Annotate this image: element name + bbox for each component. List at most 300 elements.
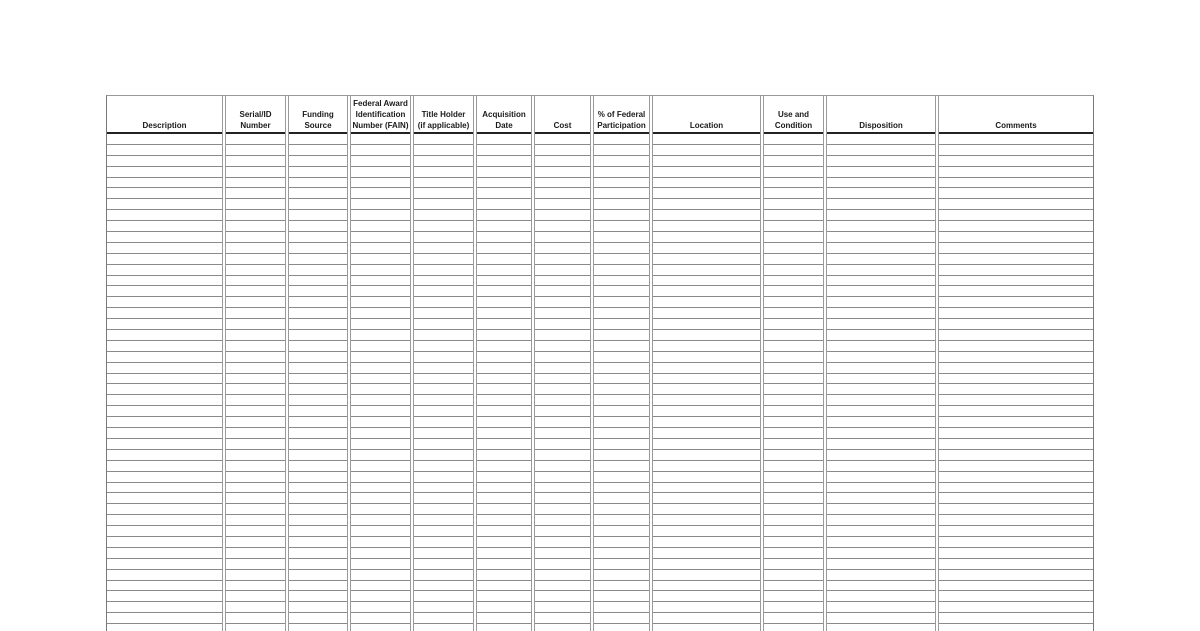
cell-disposition[interactable] <box>825 144 937 155</box>
cell-comments[interactable] <box>937 275 1093 286</box>
cell-acquisition-date[interactable] <box>475 591 533 602</box>
cell-title-holder[interactable] <box>412 155 475 166</box>
cell-location[interactable] <box>651 395 762 406</box>
cell-location[interactable] <box>651 580 762 591</box>
cell-title-holder[interactable] <box>412 438 475 449</box>
cell-description[interactable] <box>107 275 224 286</box>
cell-cost[interactable] <box>533 188 592 199</box>
cell-cost[interactable] <box>533 319 592 330</box>
cell-use-condition[interactable] <box>762 232 825 243</box>
cell-description[interactable] <box>107 471 224 482</box>
cell-comments[interactable] <box>937 547 1093 558</box>
cell-cost[interactable] <box>533 406 592 417</box>
cell-description[interactable] <box>107 308 224 319</box>
cell-funding-source[interactable] <box>287 308 349 319</box>
cell-federal-participation[interactable] <box>592 515 651 526</box>
cell-federal-participation[interactable] <box>592 602 651 613</box>
cell-description[interactable] <box>107 373 224 384</box>
cell-fain[interactable] <box>349 166 412 177</box>
cell-comments[interactable] <box>937 602 1093 613</box>
cell-cost[interactable] <box>533 253 592 264</box>
cell-use-condition[interactable] <box>762 471 825 482</box>
cell-title-holder[interactable] <box>412 308 475 319</box>
cell-title-holder[interactable] <box>412 460 475 471</box>
cell-description[interactable] <box>107 395 224 406</box>
cell-disposition[interactable] <box>825 319 937 330</box>
cell-acquisition-date[interactable] <box>475 384 533 395</box>
cell-comments[interactable] <box>937 460 1093 471</box>
cell-comments[interactable] <box>937 504 1093 515</box>
cell-disposition[interactable] <box>825 493 937 504</box>
cell-use-condition[interactable] <box>762 297 825 308</box>
cell-title-holder[interactable] <box>412 264 475 275</box>
cell-disposition[interactable] <box>825 613 937 624</box>
cell-funding-source[interactable] <box>287 591 349 602</box>
cell-fain[interactable] <box>349 210 412 221</box>
cell-use-condition[interactable] <box>762 264 825 275</box>
cell-acquisition-date[interactable] <box>475 395 533 406</box>
cell-cost[interactable] <box>533 417 592 428</box>
cell-funding-source[interactable] <box>287 351 349 362</box>
cell-description[interactable] <box>107 591 224 602</box>
cell-comments[interactable] <box>937 482 1093 493</box>
cell-funding-source[interactable] <box>287 460 349 471</box>
cell-disposition[interactable] <box>825 591 937 602</box>
cell-use-condition[interactable] <box>762 417 825 428</box>
cell-fain[interactable] <box>349 286 412 297</box>
cell-serial-id[interactable] <box>224 580 287 591</box>
cell-location[interactable] <box>651 188 762 199</box>
cell-cost[interactable] <box>533 232 592 243</box>
cell-location[interactable] <box>651 428 762 439</box>
cell-location[interactable] <box>651 406 762 417</box>
cell-title-holder[interactable] <box>412 166 475 177</box>
cell-description[interactable] <box>107 330 224 341</box>
cell-federal-participation[interactable] <box>592 199 651 210</box>
cell-cost[interactable] <box>533 449 592 460</box>
cell-use-condition[interactable] <box>762 504 825 515</box>
cell-federal-participation[interactable] <box>592 144 651 155</box>
cell-title-holder[interactable] <box>412 471 475 482</box>
cell-comments[interactable] <box>937 133 1093 144</box>
cell-serial-id[interactable] <box>224 319 287 330</box>
cell-title-holder[interactable] <box>412 177 475 188</box>
cell-funding-source[interactable] <box>287 406 349 417</box>
cell-location[interactable] <box>651 417 762 428</box>
cell-disposition[interactable] <box>825 460 937 471</box>
cell-description[interactable] <box>107 580 224 591</box>
cell-fain[interactable] <box>349 384 412 395</box>
cell-description[interactable] <box>107 351 224 362</box>
cell-location[interactable] <box>651 286 762 297</box>
cell-use-condition[interactable] <box>762 210 825 221</box>
cell-acquisition-date[interactable] <box>475 133 533 144</box>
cell-acquisition-date[interactable] <box>475 362 533 373</box>
cell-federal-participation[interactable] <box>592 210 651 221</box>
cell-acquisition-date[interactable] <box>475 253 533 264</box>
cell-use-condition[interactable] <box>762 362 825 373</box>
cell-title-holder[interactable] <box>412 558 475 569</box>
cell-location[interactable] <box>651 602 762 613</box>
cell-use-condition[interactable] <box>762 438 825 449</box>
cell-acquisition-date[interactable] <box>475 177 533 188</box>
cell-cost[interactable] <box>533 330 592 341</box>
cell-comments[interactable] <box>937 428 1093 439</box>
cell-serial-id[interactable] <box>224 330 287 341</box>
cell-funding-source[interactable] <box>287 144 349 155</box>
cell-serial-id[interactable] <box>224 547 287 558</box>
cell-description[interactable] <box>107 526 224 537</box>
cell-serial-id[interactable] <box>224 253 287 264</box>
cell-fain[interactable] <box>349 199 412 210</box>
cell-disposition[interactable] <box>825 275 937 286</box>
cell-serial-id[interactable] <box>224 133 287 144</box>
cell-location[interactable] <box>651 308 762 319</box>
cell-funding-source[interactable] <box>287 177 349 188</box>
cell-acquisition-date[interactable] <box>475 210 533 221</box>
cell-federal-participation[interactable] <box>592 362 651 373</box>
cell-comments[interactable] <box>937 155 1093 166</box>
cell-use-condition[interactable] <box>762 373 825 384</box>
cell-cost[interactable] <box>533 395 592 406</box>
cell-use-condition[interactable] <box>762 286 825 297</box>
cell-cost[interactable] <box>533 536 592 547</box>
cell-use-condition[interactable] <box>762 482 825 493</box>
cell-fain[interactable] <box>349 297 412 308</box>
cell-funding-source[interactable] <box>287 602 349 613</box>
cell-serial-id[interactable] <box>224 569 287 580</box>
cell-description[interactable] <box>107 297 224 308</box>
cell-acquisition-date[interactable] <box>475 613 533 624</box>
cell-federal-participation[interactable] <box>592 569 651 580</box>
cell-disposition[interactable] <box>825 166 937 177</box>
cell-disposition[interactable] <box>825 221 937 232</box>
cell-location[interactable] <box>651 613 762 624</box>
cell-federal-participation[interactable] <box>592 253 651 264</box>
cell-location[interactable] <box>651 515 762 526</box>
cell-description[interactable] <box>107 460 224 471</box>
cell-acquisition-date[interactable] <box>475 166 533 177</box>
cell-funding-source[interactable] <box>287 471 349 482</box>
cell-disposition[interactable] <box>825 330 937 341</box>
cell-fain[interactable] <box>349 275 412 286</box>
cell-title-holder[interactable] <box>412 428 475 439</box>
cell-federal-participation[interactable] <box>592 591 651 602</box>
cell-acquisition-date[interactable] <box>475 482 533 493</box>
cell-location[interactable] <box>651 232 762 243</box>
cell-funding-source[interactable] <box>287 221 349 232</box>
cell-title-holder[interactable] <box>412 242 475 253</box>
cell-title-holder[interactable] <box>412 384 475 395</box>
cell-disposition[interactable] <box>825 133 937 144</box>
cell-use-condition[interactable] <box>762 449 825 460</box>
cell-use-condition[interactable] <box>762 613 825 624</box>
cell-serial-id[interactable] <box>224 221 287 232</box>
cell-cost[interactable] <box>533 482 592 493</box>
cell-federal-participation[interactable] <box>592 221 651 232</box>
cell-federal-participation[interactable] <box>592 308 651 319</box>
cell-federal-participation[interactable] <box>592 232 651 243</box>
cell-fain[interactable] <box>349 242 412 253</box>
cell-use-condition[interactable] <box>762 569 825 580</box>
cell-fain[interactable] <box>349 569 412 580</box>
cell-cost[interactable] <box>533 264 592 275</box>
cell-funding-source[interactable] <box>287 275 349 286</box>
cell-disposition[interactable] <box>825 297 937 308</box>
cell-title-holder[interactable] <box>412 547 475 558</box>
cell-description[interactable] <box>107 406 224 417</box>
cell-comments[interactable] <box>937 308 1093 319</box>
cell-fain[interactable] <box>349 438 412 449</box>
cell-cost[interactable] <box>533 602 592 613</box>
cell-description[interactable] <box>107 340 224 351</box>
cell-comments[interactable] <box>937 319 1093 330</box>
cell-description[interactable] <box>107 493 224 504</box>
cell-disposition[interactable] <box>825 351 937 362</box>
cell-serial-id[interactable] <box>224 428 287 439</box>
cell-fain[interactable] <box>349 591 412 602</box>
cell-fain[interactable] <box>349 406 412 417</box>
cell-federal-participation[interactable] <box>592 482 651 493</box>
cell-federal-participation[interactable] <box>592 340 651 351</box>
cell-description[interactable] <box>107 449 224 460</box>
cell-description[interactable] <box>107 133 224 144</box>
cell-cost[interactable] <box>533 308 592 319</box>
cell-disposition[interactable] <box>825 340 937 351</box>
cell-funding-source[interactable] <box>287 515 349 526</box>
cell-serial-id[interactable] <box>224 286 287 297</box>
cell-serial-id[interactable] <box>224 188 287 199</box>
cell-serial-id[interactable] <box>224 449 287 460</box>
cell-comments[interactable] <box>937 384 1093 395</box>
cell-acquisition-date[interactable] <box>475 242 533 253</box>
cell-cost[interactable] <box>533 438 592 449</box>
cell-location[interactable] <box>651 547 762 558</box>
cell-comments[interactable] <box>937 536 1093 547</box>
cell-use-condition[interactable] <box>762 536 825 547</box>
cell-serial-id[interactable] <box>224 264 287 275</box>
cell-federal-participation[interactable] <box>592 330 651 341</box>
cell-fain[interactable] <box>349 319 412 330</box>
cell-title-holder[interactable] <box>412 275 475 286</box>
cell-funding-source[interactable] <box>287 188 349 199</box>
cell-use-condition[interactable] <box>762 547 825 558</box>
cell-use-condition[interactable] <box>762 351 825 362</box>
cell-location[interactable] <box>651 449 762 460</box>
cell-federal-participation[interactable] <box>592 428 651 439</box>
cell-cost[interactable] <box>533 504 592 515</box>
cell-serial-id[interactable] <box>224 351 287 362</box>
cell-description[interactable] <box>107 482 224 493</box>
cell-comments[interactable] <box>937 351 1093 362</box>
cell-fain[interactable] <box>349 558 412 569</box>
cell-cost[interactable] <box>533 547 592 558</box>
cell-location[interactable] <box>651 253 762 264</box>
cell-comments[interactable] <box>937 580 1093 591</box>
cell-description[interactable] <box>107 515 224 526</box>
cell-use-condition[interactable] <box>762 133 825 144</box>
cell-disposition[interactable] <box>825 547 937 558</box>
cell-comments[interactable] <box>937 438 1093 449</box>
cell-disposition[interactable] <box>825 264 937 275</box>
cell-description[interactable] <box>107 199 224 210</box>
cell-fain[interactable] <box>349 144 412 155</box>
cell-funding-source[interactable] <box>287 286 349 297</box>
cell-serial-id[interactable] <box>224 493 287 504</box>
cell-comments[interactable] <box>937 221 1093 232</box>
cell-acquisition-date[interactable] <box>475 351 533 362</box>
cell-comments[interactable] <box>937 526 1093 537</box>
cell-disposition[interactable] <box>825 438 937 449</box>
cell-fain[interactable] <box>349 221 412 232</box>
cell-title-holder[interactable] <box>412 210 475 221</box>
cell-acquisition-date[interactable] <box>475 319 533 330</box>
cell-title-holder[interactable] <box>412 330 475 341</box>
cell-disposition[interactable] <box>825 602 937 613</box>
cell-acquisition-date[interactable] <box>475 558 533 569</box>
cell-federal-participation[interactable] <box>592 493 651 504</box>
cell-fain[interactable] <box>349 340 412 351</box>
cell-disposition[interactable] <box>825 210 937 221</box>
cell-federal-participation[interactable] <box>592 547 651 558</box>
cell-federal-participation[interactable] <box>592 286 651 297</box>
cell-comments[interactable] <box>937 613 1093 624</box>
cell-federal-participation[interactable] <box>592 438 651 449</box>
cell-title-holder[interactable] <box>412 351 475 362</box>
cell-serial-id[interactable] <box>224 558 287 569</box>
cell-disposition[interactable] <box>825 504 937 515</box>
cell-cost[interactable] <box>533 526 592 537</box>
cell-comments[interactable] <box>937 362 1093 373</box>
cell-acquisition-date[interactable] <box>475 428 533 439</box>
cell-description[interactable] <box>107 155 224 166</box>
cell-description[interactable] <box>107 210 224 221</box>
cell-comments[interactable] <box>937 144 1093 155</box>
cell-funding-source[interactable] <box>287 384 349 395</box>
cell-disposition[interactable] <box>825 308 937 319</box>
cell-description[interactable] <box>107 177 224 188</box>
cell-cost[interactable] <box>533 221 592 232</box>
cell-description[interactable] <box>107 253 224 264</box>
cell-acquisition-date[interactable] <box>475 526 533 537</box>
cell-use-condition[interactable] <box>762 340 825 351</box>
cell-use-condition[interactable] <box>762 188 825 199</box>
cell-description[interactable] <box>107 362 224 373</box>
cell-title-holder[interactable] <box>412 449 475 460</box>
cell-cost[interactable] <box>533 210 592 221</box>
cell-location[interactable] <box>651 199 762 210</box>
cell-funding-source[interactable] <box>287 580 349 591</box>
cell-use-condition[interactable] <box>762 177 825 188</box>
cell-acquisition-date[interactable] <box>475 188 533 199</box>
cell-location[interactable] <box>651 351 762 362</box>
cell-funding-source[interactable] <box>287 319 349 330</box>
cell-location[interactable] <box>651 373 762 384</box>
cell-use-condition[interactable] <box>762 199 825 210</box>
cell-disposition[interactable] <box>825 482 937 493</box>
cell-funding-source[interactable] <box>287 373 349 384</box>
cell-fain[interactable] <box>349 264 412 275</box>
cell-description[interactable] <box>107 232 224 243</box>
cell-disposition[interactable] <box>825 232 937 243</box>
cell-use-condition[interactable] <box>762 591 825 602</box>
cell-description[interactable] <box>107 264 224 275</box>
cell-fain[interactable] <box>349 417 412 428</box>
cell-cost[interactable] <box>533 493 592 504</box>
cell-acquisition-date[interactable] <box>475 297 533 308</box>
cell-title-holder[interactable] <box>412 362 475 373</box>
cell-serial-id[interactable] <box>224 613 287 624</box>
cell-federal-participation[interactable] <box>592 526 651 537</box>
cell-cost[interactable] <box>533 428 592 439</box>
cell-cost[interactable] <box>533 351 592 362</box>
cell-serial-id[interactable] <box>224 297 287 308</box>
cell-federal-participation[interactable] <box>592 297 651 308</box>
cell-title-holder[interactable] <box>412 482 475 493</box>
cell-cost[interactable] <box>533 155 592 166</box>
cell-serial-id[interactable] <box>224 482 287 493</box>
cell-acquisition-date[interactable] <box>475 406 533 417</box>
cell-cost[interactable] <box>533 166 592 177</box>
cell-federal-participation[interactable] <box>592 471 651 482</box>
cell-use-condition[interactable] <box>762 493 825 504</box>
cell-description[interactable] <box>107 242 224 253</box>
cell-title-holder[interactable] <box>412 319 475 330</box>
cell-title-holder[interactable] <box>412 504 475 515</box>
cell-funding-source[interactable] <box>287 417 349 428</box>
cell-federal-participation[interactable] <box>592 536 651 547</box>
cell-fain[interactable] <box>349 362 412 373</box>
cell-use-condition[interactable] <box>762 602 825 613</box>
cell-fain[interactable] <box>349 177 412 188</box>
cell-disposition[interactable] <box>825 373 937 384</box>
cell-federal-participation[interactable] <box>592 460 651 471</box>
cell-comments[interactable] <box>937 449 1093 460</box>
cell-cost[interactable] <box>533 199 592 210</box>
cell-comments[interactable] <box>937 232 1093 243</box>
cell-serial-id[interactable] <box>224 275 287 286</box>
cell-federal-participation[interactable] <box>592 177 651 188</box>
cell-fain[interactable] <box>349 526 412 537</box>
cell-serial-id[interactable] <box>224 515 287 526</box>
cell-fain[interactable] <box>349 330 412 341</box>
cell-use-condition[interactable] <box>762 460 825 471</box>
cell-acquisition-date[interactable] <box>475 199 533 210</box>
cell-disposition[interactable] <box>825 536 937 547</box>
cell-fain[interactable] <box>349 308 412 319</box>
cell-use-condition[interactable] <box>762 221 825 232</box>
cell-fain[interactable] <box>349 547 412 558</box>
cell-federal-participation[interactable] <box>592 155 651 166</box>
cell-federal-participation[interactable] <box>592 264 651 275</box>
cell-acquisition-date[interactable] <box>475 602 533 613</box>
cell-funding-source[interactable] <box>287 242 349 253</box>
cell-serial-id[interactable] <box>224 199 287 210</box>
cell-disposition[interactable] <box>825 242 937 253</box>
cell-federal-participation[interactable] <box>592 319 651 330</box>
cell-fain[interactable] <box>349 613 412 624</box>
cell-location[interactable] <box>651 177 762 188</box>
cell-description[interactable] <box>107 569 224 580</box>
cell-title-holder[interactable] <box>412 536 475 547</box>
cell-location[interactable] <box>651 144 762 155</box>
cell-funding-source[interactable] <box>287 133 349 144</box>
cell-serial-id[interactable] <box>224 406 287 417</box>
cell-fain[interactable] <box>349 504 412 515</box>
cell-description[interactable] <box>107 547 224 558</box>
cell-serial-id[interactable] <box>224 460 287 471</box>
cell-federal-participation[interactable] <box>592 417 651 428</box>
